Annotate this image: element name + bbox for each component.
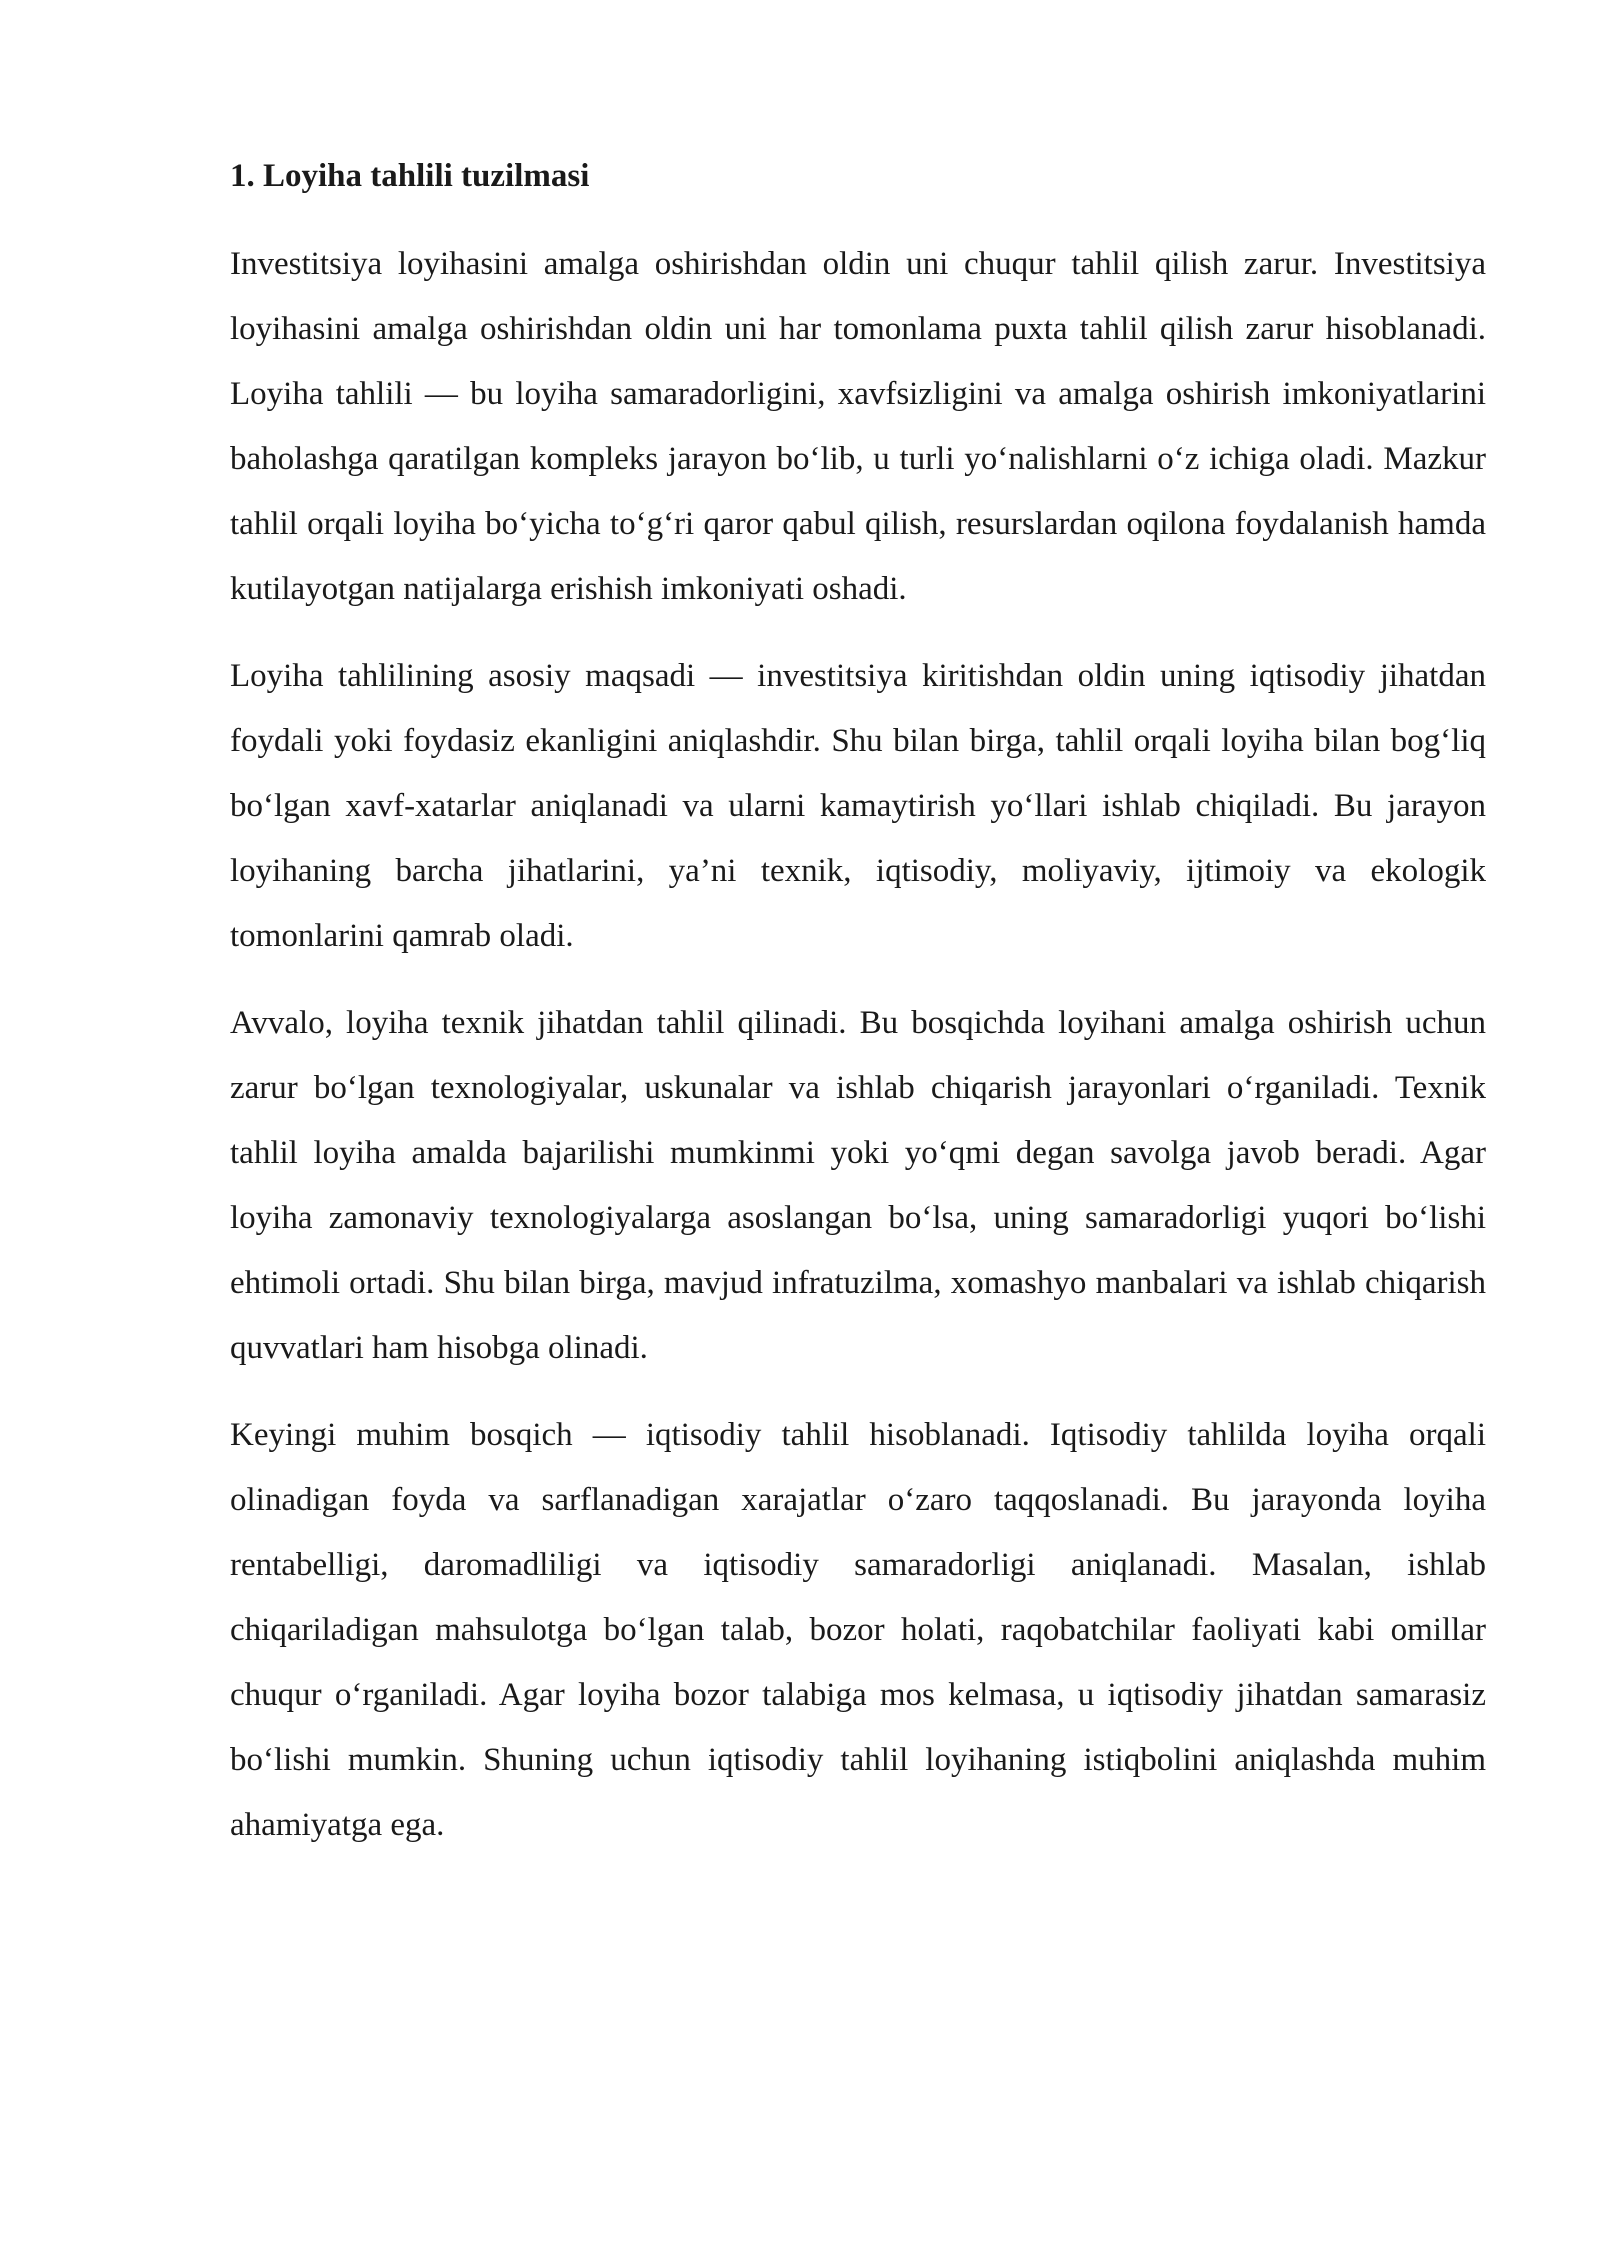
paragraph-3: Avvalo, loyiha texnik jihatdan tahlil qilinadi. Bu bosqichda loyihani amalga oshirish uchun zarur bo‘lgan texnologiyalar, uskunalar va ishlab chiqarish jarayonlari o‘rganiladi. Texnik tahlil loyiha amalda bajarilishi mumkinmi yoki yo‘qmi degan savolga javob beradi. Agar loyiha zamonaviy texnologiyalarga asoslangan bo‘lsa, uning samaradorligi yuqori bo‘lishi ehtimoli ortadi. Shu bilan birga, mavjud infratuzilma, xomashyo manbalari va ishlab chiqarish quvvatlari ham hisobga olinadi. (230, 1005, 1486, 1366)
document-body (230, 150, 1486, 1880)
paragraph-1: Investitsiya loyihasini amalga oshirishdan oldin uni chuqur tahlil qilish zarur. Investitsiya loyihasini amalga oshirishdan oldin uni har tomonlama puxta tahlil qilish zarur hisoblanadi. Loyiha tahlili — bu loyiha samaradorligini, xavfsizligini va amalga oshirish imkoniyatlarini baholashga qaratilgan kompleks jarayon bo‘lib, u turli yo‘nalishlarni o‘z ichiga oladi. Mazkur tahlil orqali loyiha bo‘yicha to‘g‘ri qaror qabul qilish, resurslardan oqilona foydalanish hamda kutilayotgan natijalarga erishish imkoniyati oshadi. (230, 246, 1486, 607)
paragraph-4: Keyingi muhim bosqich — iqtisodiy tahlil hisoblanadi. Iqtisodiy tahlilda loyiha orqali olinadigan foyda va sarflanadigan xarajatlar o‘zaro taqqoslanadi. Bu jarayonda loyiha rentabelligi, daromadliligi va iqtisodiy samaradorligi aniqlanadi. Masalan, ishlab chiqariladigan mahsulotga bo‘lgan talab, bozor holati, raqobatchilar faoliyati kabi omillar chuqur o‘rganiladi. Agar loyiha bozor talabiga mos kelmasa, u iqtisodiy jihatdan samarasiz bo‘lishi mumkin. Shuning uchun iqtisodiy tahlil loyihaning istiqbolini aniqlashda muhim ahamiyatga ega. (230, 1417, 1486, 1843)
section-heading: 1. Loyiha tahlili tuzilmasi (230, 158, 590, 194)
paragraph-2: Loyiha tahlilining asosiy maqsadi — investitsiya kiritishdan oldin uning iqtisodiy jihatdan foydali yoki foydasiz ekanligini aniqlashdir. Shu bilan birga, tahlil orqali loyiha bilan bog‘liq bo‘lgan xavf-xatarlar aniqlanadi va ularni kamaytirish yo‘llari ishlab chiqiladi. Bu jarayon loyihaning barcha jihatlarini, ya’ni texnik, iqtisodiy, moliyaviy, ijtimoiy va ekologik tomonlarini qamrab oladi. (230, 658, 1486, 954)
